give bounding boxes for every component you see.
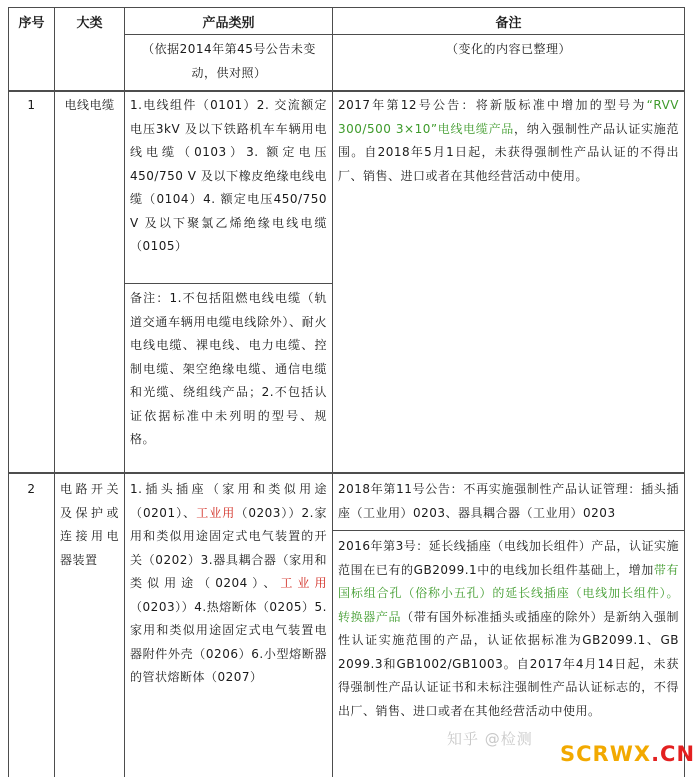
- logo-text-suffix: .CN: [651, 742, 695, 766]
- row1-remark-text-b: ，纳入强制性产品认证实施范围。自2018年5月1日起，未获得强制性产品认证的不得出厂、销售、进口或者在其他经营活动中使用。: [338, 121, 679, 183]
- row1-remark-text-a: 2017年第12号公告：将新版标准中增加的型号为: [338, 98, 647, 112]
- header-category: 大类: [76, 16, 103, 31]
- site-logo-watermark: [560, 742, 695, 766]
- row1-no: 1: [27, 98, 36, 112]
- row2-category: 电路开关及保护或连接用电器装置: [60, 482, 119, 567]
- header-remark: 备注: [495, 16, 522, 31]
- header-no: 序号: [18, 16, 45, 31]
- row2-product-industrial-1: 工业用: [196, 505, 236, 520]
- row2-product-text-2: （0203））2.家用和类似用途固定式电气装置的开关（0202）3.器具耦合器（家用和类似用途（0204）、: [130, 505, 327, 590]
- rule-header-mid: [124, 34, 685, 35]
- row2-remark-highlight: 带有国标组合孔（俗称小五孔）的延长线插座（电线加长组件）。转换器产品: [338, 562, 679, 624]
- row1-category: 电线电缆: [64, 98, 115, 112]
- row2-remark-text-1: 2016年第3号：延长线插座（电线加长组件）产品，认证实施范围在已有的GB2099.1中的电线加长组件基础上，增加: [338, 539, 679, 577]
- row1-product-list: 1.电线组件（0101）2. 交流额定电压3kV 及以下铁路机车车辆用电线电缆（0103）3. 额定电压450/750 V 及以下橡皮绝缘电线电缆（0104）4. 额定电压450/750 V 及以下聚氯乙烯绝缘电线电缆（0105）: [130, 98, 327, 253]
- row2-product-list: [125, 474, 332, 724]
- row2-remark-top: 2018年第11号公告：不再实施强制性产品认证管理：插头插座（工业用）0203、器具耦合器（工业用）0203: [338, 482, 679, 520]
- row1-remark: [333, 90, 684, 210]
- row2-product-text-1: 1.插头插座（家用和类似用途（0201）、: [130, 482, 327, 520]
- rule-left: [8, 7, 9, 777]
- row2-product-industrial-2: 工业用: [280, 576, 327, 590]
- rule-top: [8, 7, 685, 8]
- row1-remark-highlight: “RVV 300/500 3×10”电线电缆产品: [338, 98, 679, 136]
- rule-col1: [54, 7, 55, 777]
- rule-right: [684, 7, 685, 777]
- header-product: 产品类别: [202, 16, 255, 31]
- logo-text-main: SCRWX: [560, 742, 652, 766]
- row2-product-text-3: （0203））4.热熔断体（0205）5.家用和类似用途固定式电气装置电器附件外壳（0206）6.小型熔断器的管状熔断体（0207）: [130, 599, 327, 684]
- row2-no: 2: [27, 482, 36, 496]
- row1-product-note: 备注：1.不包括阻燃电线电缆（轨道交通车辆用电缆电线除外）、耐火电线电缆、裸电线、电力电缆、控制电缆、架空绝缘电缆、通信电缆和光缆、绕组线产品；2.不包括认证依据标准中未列明的型号、规格。: [130, 291, 327, 446]
- header-product-subtitle: （依据2014年第45号公告未变动，供对照）: [142, 42, 316, 80]
- zhihu-watermark: 知乎 @检测: [447, 730, 533, 748]
- row2-remark-text-2: （带有国外标准插头或插座的除外）是新纳入强制性认证实施范围的产品，认证依据标准为GB2099.1、GB 2099.3和GB1002/GB1003。自2017年4月14日起，未获得强制性产品认证证书和未标注强制性产品认证标志的，不得出厂、销售、进口或者在其他经营活动中使用。: [338, 609, 679, 718]
- header-remark-subtitle: （变化的内容已整理）: [445, 42, 571, 56]
